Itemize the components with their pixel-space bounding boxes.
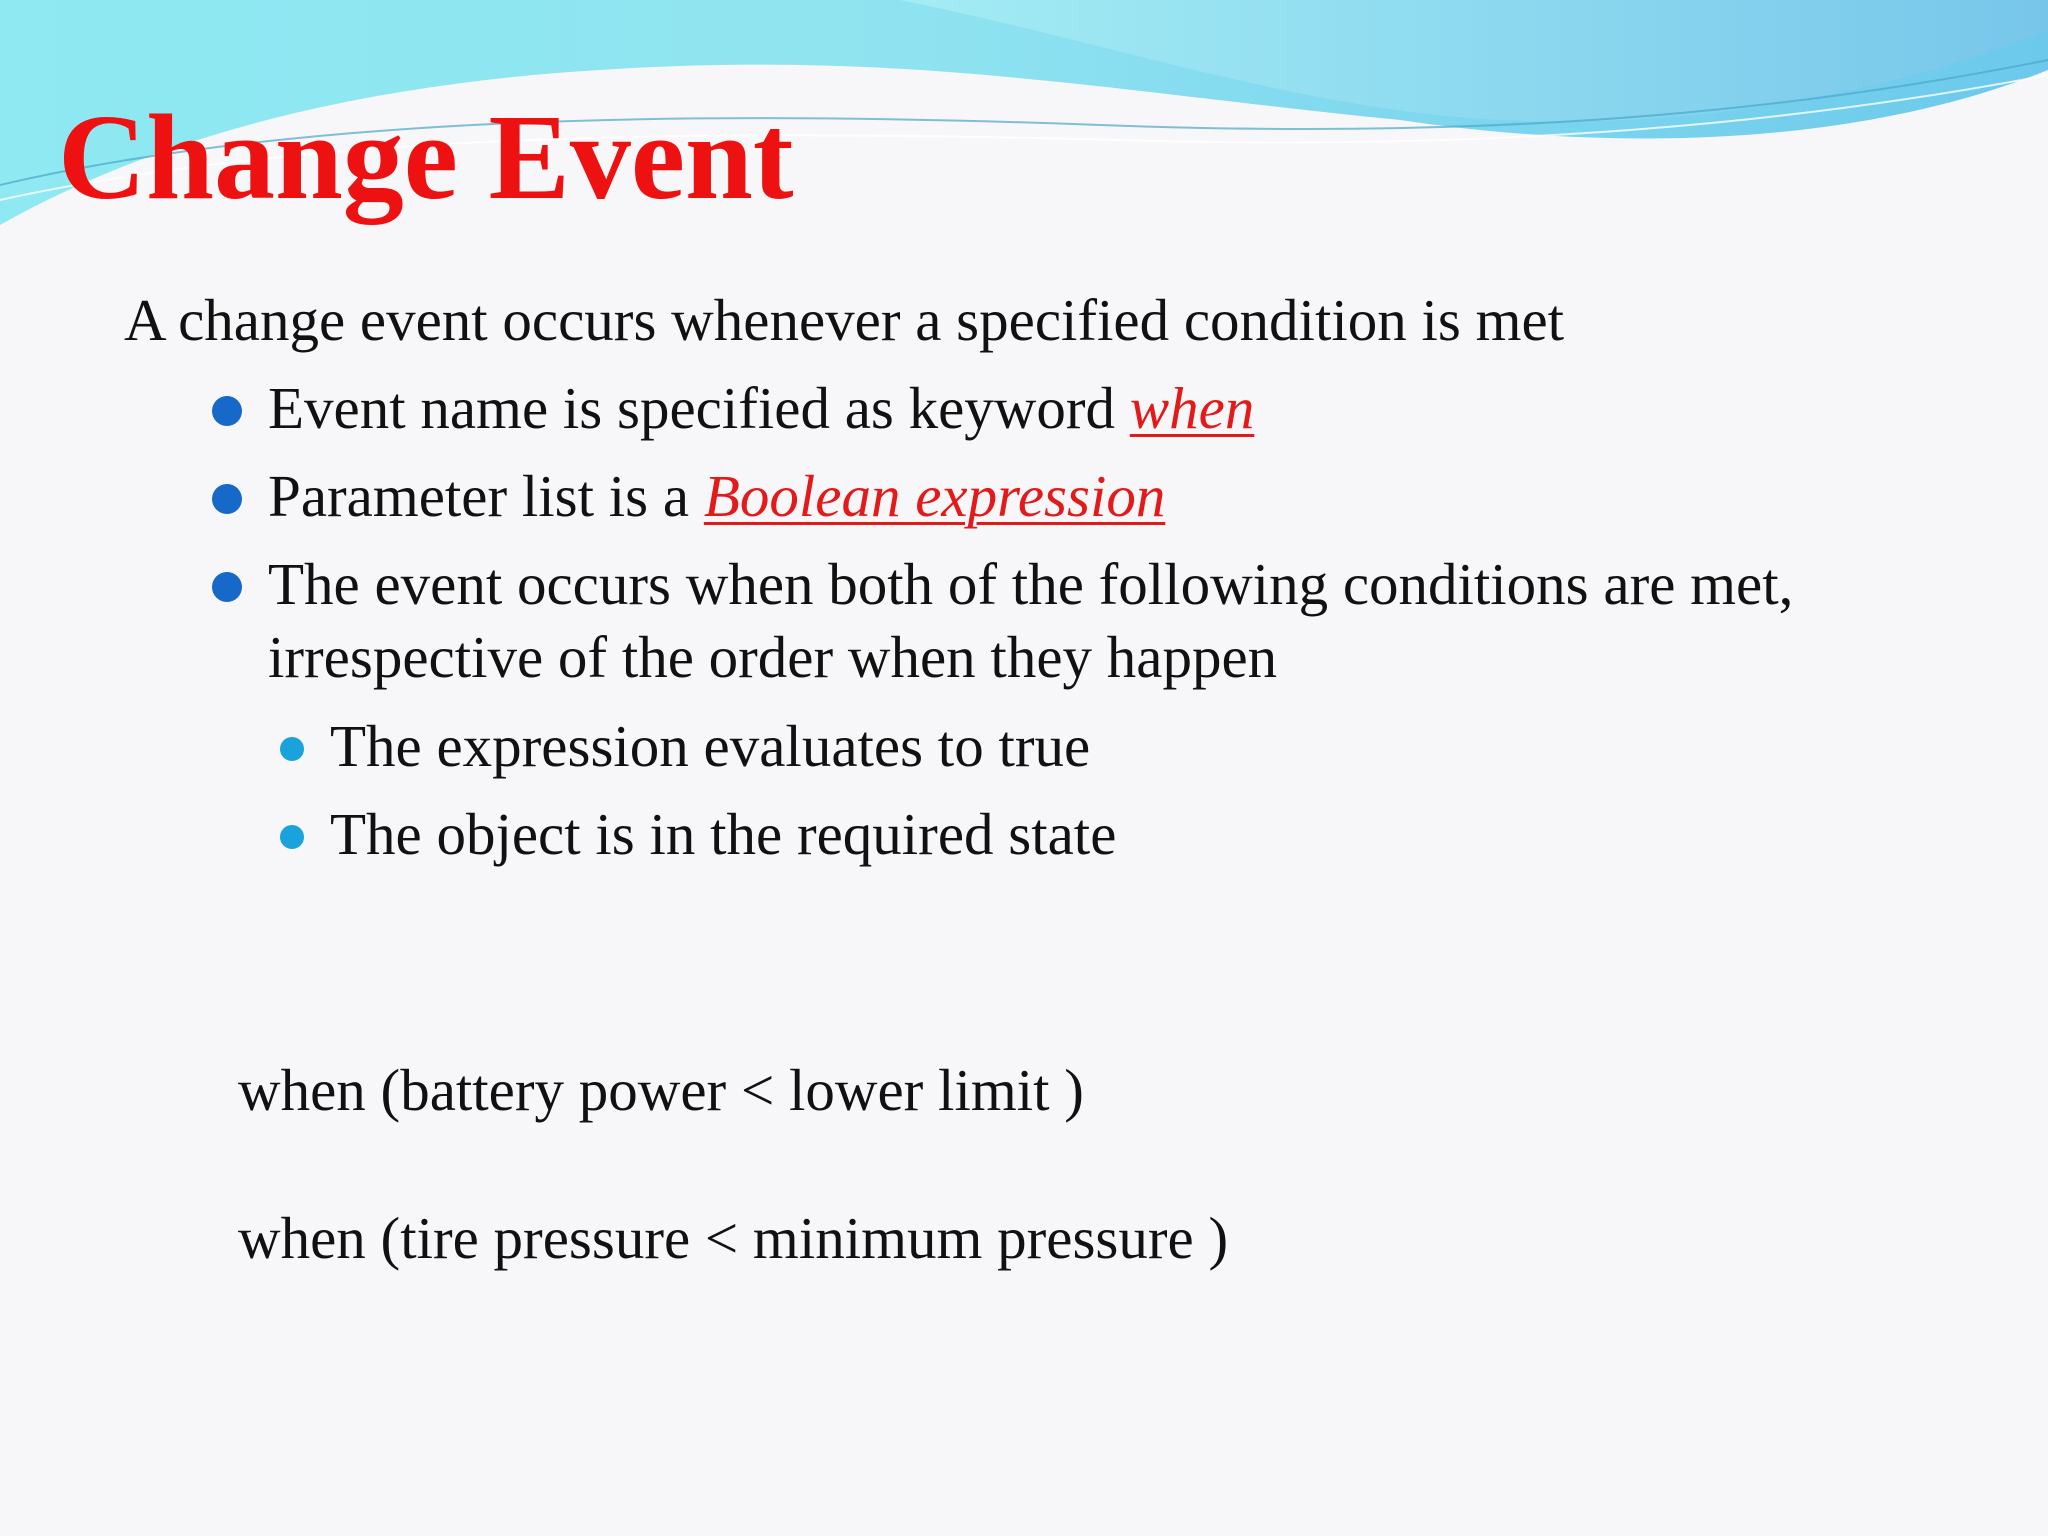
example-battery: when (battery power < lower limit ) xyxy=(238,1057,1084,1123)
sub-bullet-dot-icon xyxy=(280,737,304,761)
keyword-boolean-expression: Boolean expression xyxy=(703,463,1166,529)
bullet-dot-icon xyxy=(212,572,242,602)
sub-bullet-dot-icon xyxy=(280,825,304,849)
bullet-text: Parameter list is a xyxy=(268,463,704,529)
bullet-text-line-1: The event occurs when both of the following conditions are met, xyxy=(268,551,1794,617)
sub-bullet-item xyxy=(330,710,1090,783)
bullet-item xyxy=(268,372,1254,445)
bullet-dot-icon xyxy=(212,484,242,514)
keyword-when: when xyxy=(1129,375,1255,441)
sub-bullet-item xyxy=(330,798,1116,871)
bullet-item xyxy=(268,460,1165,533)
bullet-dot-icon xyxy=(212,396,242,426)
bullet-text: Event name is specified as keyword xyxy=(268,375,1130,441)
bullet-text-line-2: irrespective of the order when they happen xyxy=(268,624,1278,690)
intro-text: A change event occurs whenever a specified condition is met xyxy=(124,287,1565,353)
bullet-item xyxy=(268,548,1793,694)
sub-bullet-text: The expression evaluates to true xyxy=(330,713,1091,779)
sub-bullet-text: The object is in the required state xyxy=(330,801,1117,867)
example-tire: when (tire pressure < minimum pressure ) xyxy=(238,1205,1229,1271)
slide-title: Change Event xyxy=(58,90,794,225)
